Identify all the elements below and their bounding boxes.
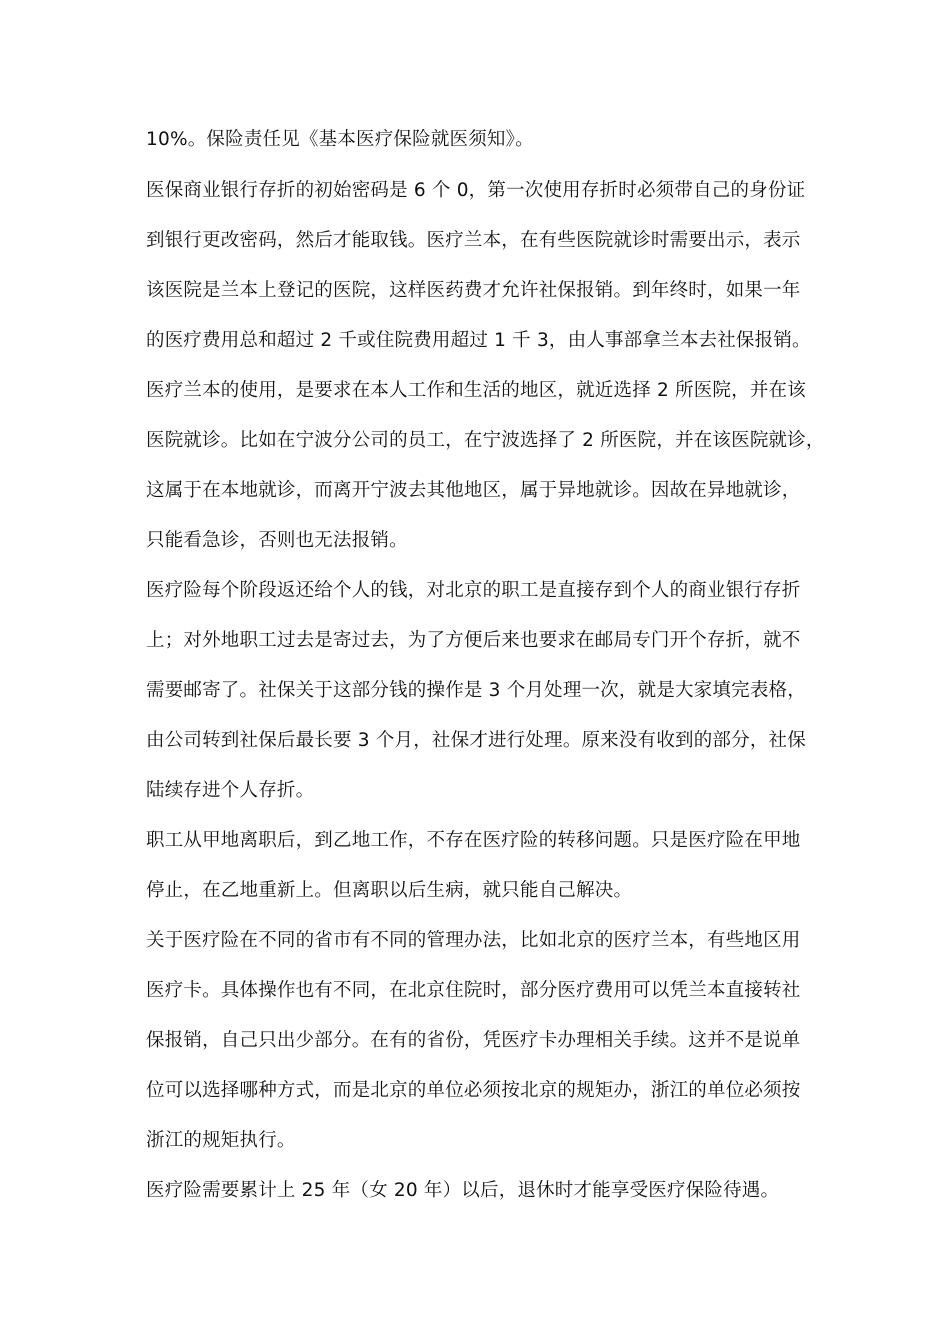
text-line: 医疗兰本的使用，是要求在本人工作和生活的地区，就近选择 2 所医院，并在该 — [146, 380, 806, 401]
text-line: 上；对外地职工过去是寄过去，为了方便后来也要求在邮局专门开个存折，就不 — [146, 630, 801, 651]
text-line: 医疗卡。具体操作也有不同，在北京住院时，部分医疗费用可以凭兰本直接转社 — [146, 980, 801, 1001]
text-line: 的医疗费用总和超过 2 千或住院费用超过 1 千 3，由人事部拿兰本去社保报销。 — [146, 330, 811, 351]
text-line: 关于医疗险在不同的省市有不同的管理办法，比如北京的医疗兰本，有些地区用 — [146, 930, 801, 951]
text-line: 医疗险需要累计上 25 年（女 20 年）以后，退休时才能享受医疗保险待遇。 — [146, 1180, 780, 1201]
text-line: 医疗险每个阶段返还给个人的钱，对北京的职工是直接存到个人的商业银行存折 — [146, 580, 801, 601]
text-line: 需要邮寄了。社保关于这部分钱的操作是 3 个月处理一次，就是大家填完表格， — [146, 680, 806, 701]
text-line: 陆续存进个人存折。 — [146, 780, 315, 801]
text-line: 保报销，自己只出少部分。在有的省份，凭医疗卡办理相关手续。这并不是说单 — [146, 1030, 801, 1051]
text-line: 浙江的规矩执行。 — [146, 1130, 296, 1151]
text-line: 停止，在乙地重新上。但离职以后生病，就只能自己解决。 — [146, 880, 633, 901]
text-line: 到银行更改密码，然后才能取钱。医疗兰本，在有些医院就诊时需要出示，表示 — [146, 230, 801, 251]
text-line: 医保商业银行存折的初始密码是 6 个 0，第一次使用存折时必须带自己的身份证 — [146, 180, 806, 201]
text-line: 该医院是兰本上登记的医院，这样医药费才允许社保报销。到年终时，如果一年 — [146, 280, 801, 301]
text-line: 由公司转到社保后最长要 3 个月，社保才进行处理。原来没有收到的部分，社保 — [146, 730, 806, 751]
text-line: 医院就诊。比如在宁波分公司的员工，在宁波选择了 2 所医院，并在该医院就诊， — [146, 430, 825, 451]
text-line: 这属于在本地就诊，而离开宁波去其他地区，属于异地就诊。因故在异地就诊， — [146, 480, 801, 501]
text-line: 10%。保险责任见《基本医疗保险就医须知》。 — [146, 129, 534, 150]
text-line: 位可以选择哪种方式，而是北京的单位必须按北京的规矩办，浙江的单位必须按 — [146, 1080, 801, 1101]
text-line: 只能看急诊，否则也无法报销。 — [146, 530, 408, 551]
text-line: 职工从甲地离职后，到乙地工作，不存在医疗险的转移问题。只是医疗险在甲地 — [146, 830, 801, 851]
